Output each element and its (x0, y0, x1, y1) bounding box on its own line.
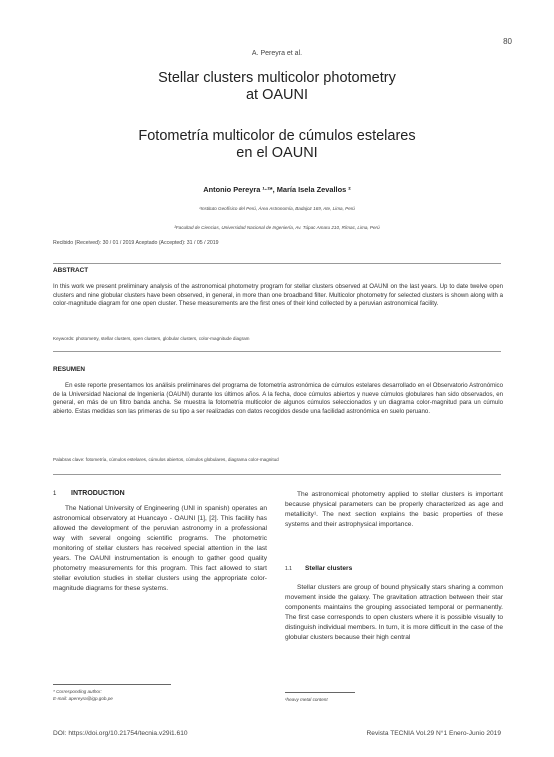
abstract-text: In this work we present preliminary analysis of the astronomical photometry program for stellar clusters observed at OAUNI on the last years. Up to date twelve open clusters and nine globular clusters have been observed, in general, in more than one broadband filter. Multicolor photometry for selected clusters is shown along with a color-magnitude diagram for one open cluster. These measurements are the first ones of their kind collected by a peruvian astronomical facility. (53, 283, 503, 307)
title-spanish-line-1: Fotometría multicolor de cúmulos estelares (138, 128, 416, 144)
intro-heading (53, 490, 125, 497)
affiliation-2: ²Facultad de Ciencias, Universidad Nacional de Ingeniería, Av. Túpac Amaru 210, Rímac, Lima, Perú (174, 225, 380, 230)
intro-title: INTRODUCTION (71, 490, 125, 497)
resumen-text: En este reporte presentamos los análisis preliminares del programa de fotometría astronómica de cúmulos estelares desarrollado en el Observatorio Astronómico de la Universidad Nacional de Ingeniería (OAUNI) durante los últimos años. A la fecha, doce cúmulos abiertos y nueve cúmulos globulares han sido observados, en general, en más de un filtro banda ancha. Se muestra la fotometría multicolor de algunos cúmulos seleccionados y un diagrama color-magnitud para un cúmulo abierto. Estas medidas son las primeras de su tipo a ser realizadas con datos recogidos desde una facilidad astronómica en suelo peruano. (53, 382, 503, 415)
intro-column-2-text: The astronomical photometry applied to stellar clusters is important because physical parameters can be properly characterized as age and metallicity¹. The next section explains the basic properties of these systems and their astrophysical importance. (285, 491, 503, 528)
abstract-label: ABSTRACT (53, 267, 89, 274)
divider (53, 263, 501, 264)
subsection-title: Stellar clusters (305, 565, 353, 572)
footnote-rule (285, 692, 355, 693)
title-spanish-line-2: en el OAUNI (236, 145, 318, 161)
subsection-text: Stellar clusters are group of bound physically stars sharing a common movement inside the galaxy. The gravitation attraction between their star components maintains the grouping associated temporal or permanently. The first case corresponds to open clusters where it is possible visually to distinguish individual members. In turn, it is more difficult in the case of the globular clusters because their high central (285, 584, 503, 641)
journal-info: Revista TECNIA Vol.29 N°1 Enero-Junio 2019 (366, 730, 501, 737)
received-accepted-dates: Recibido (Received): 30 / 01 / 2019 Aceptado (Accepted): 31 / 05 / 2019 (53, 240, 219, 246)
footnote-corresponding-author (53, 688, 113, 702)
footnote-line: * Corresponding author: (53, 689, 102, 694)
title-english-line-1: Stellar clusters multicolor photometry (158, 70, 396, 86)
footnote-rule (53, 684, 171, 685)
title-spanish (0, 128, 554, 162)
page-number: 80 (503, 37, 512, 46)
intro-column-1-text: The National University of Engineering (UNI in spanish) operates an astronomical observatory at Huancayo - OAUNI [1], [2]. This facility has allowed the development of the peruvian astronomy in a professional way with several ongoing scientific programs. The photometric monitoring of stellar clusters has received special attention in the last years. The OAUNI instrumentation is enough to gather good quality photometry measurements for this program. This fact allowed to start stellar evolution studies in stellar clusters using the appropriate color-magnitude diagrams for these systems. (53, 505, 267, 592)
divider (53, 351, 501, 352)
resumen-label: RESUMEN (53, 366, 85, 373)
authors: Antonio Pereyra ¹·²*, María Isela Zevallos ² (203, 185, 351, 194)
abstract-keywords: Keywords: photometry, stellar clusters, open clusters, globular clusters, color-magnitude diagram (53, 336, 250, 341)
doi-link[interactable]: DOI: https://doi.org/10.21754/tecnia.v29i1.610 (53, 730, 188, 737)
subsection-heading (285, 565, 352, 572)
divider (53, 474, 501, 475)
subsection-number: 1.1 (285, 566, 292, 572)
title-english-line-2: at OAUNI (245, 87, 309, 103)
footnote-metallicity: ¹heavy metal content (285, 697, 328, 702)
intro-number: 1 (53, 491, 57, 497)
footnote-email: E-mail: apereyra@igp.gob.pe (53, 696, 113, 701)
title-english (0, 70, 554, 104)
running-head: A. Pereyra et al. (251, 50, 303, 57)
affiliation-1: ¹Instituto Geofísico del Perú, Área Astronomía, Badajoz 169, Ate, Lima, Perú (199, 206, 355, 211)
resumen-keywords: Palabras clave: fotometría, cúmulos estelares, cúmulos abiertos, cúmulos globulares, diagrama color-magnitud (53, 457, 279, 462)
